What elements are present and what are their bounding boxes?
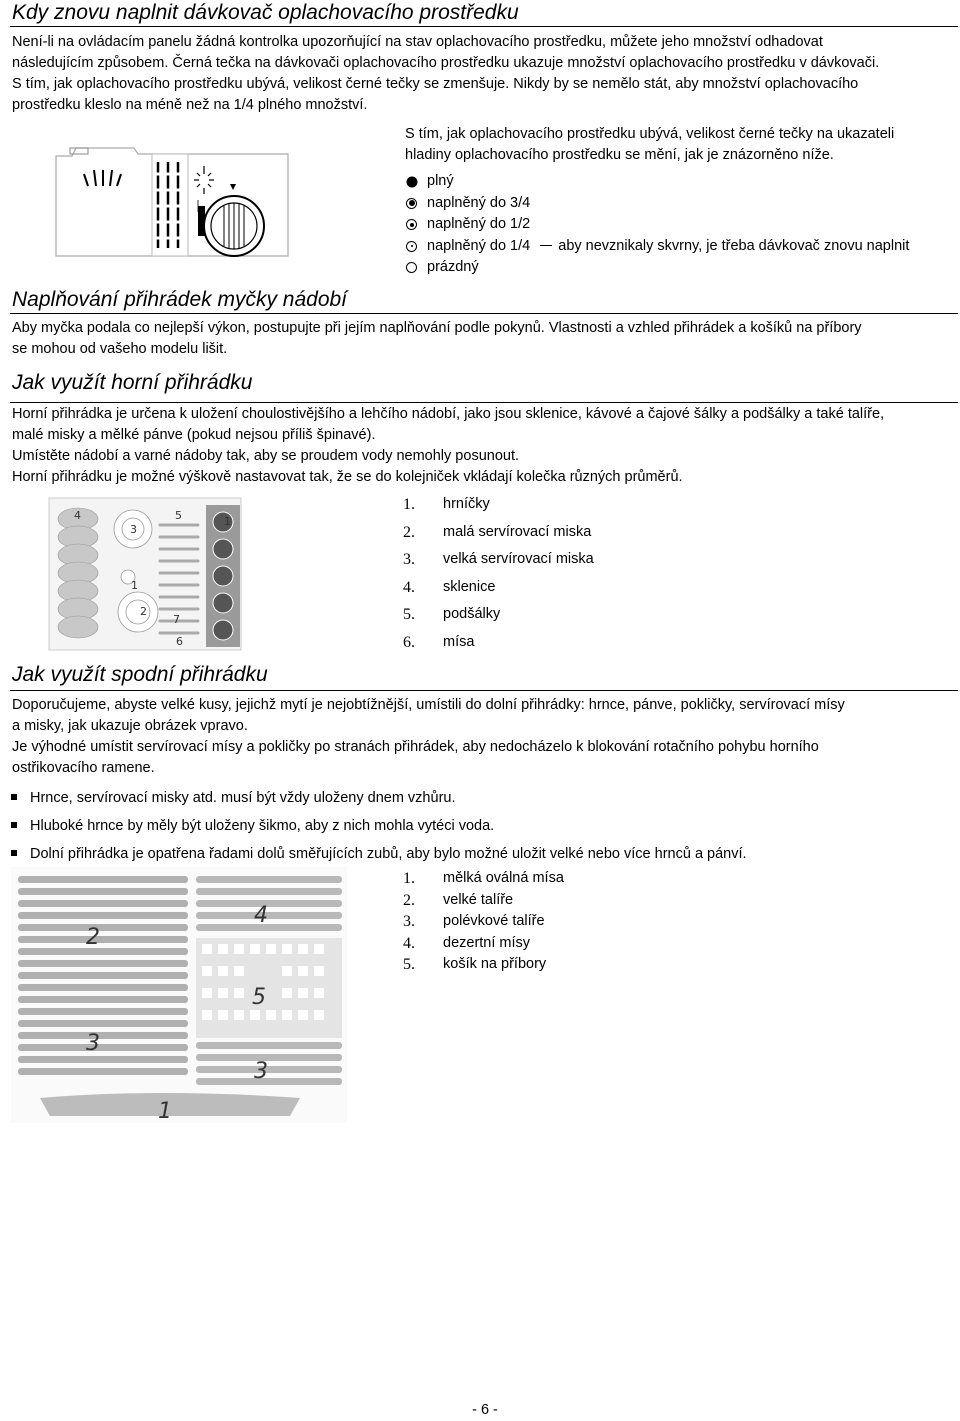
text-line: Není-li na ovládacím panelu žádná kontrolka upozorňující na stav oplachovacího prostředku, můžete jeho množství odhadovat [12, 34, 823, 50]
item-label: polévkové talíře [443, 913, 545, 929]
figure-label: 4 [74, 509, 81, 522]
title-rule [10, 313, 958, 314]
quarter-dot-icon [406, 241, 417, 252]
list-item [403, 868, 803, 890]
item-label: hrníčky [443, 496, 490, 512]
text-line: a misky, jak ukazuje obrázek vpravo. [12, 718, 248, 734]
text-line: Aby myčka podala co nejlepší výkon, postupujte při jejím naplňování podle pokynů. Vlastnosti a vzhled přihrádek a košíků na příbory [12, 320, 862, 336]
figure-label: 7 [173, 613, 180, 626]
rinse-aid-dispenser-illustration [48, 140, 296, 262]
item-label: sklenice [443, 578, 496, 595]
fill-level-item [405, 171, 955, 193]
figure-label: 3 [130, 523, 137, 536]
item-label: mísa [443, 633, 475, 650]
list-item [403, 601, 803, 629]
fill-level-label: naplněný do 1/4 [427, 237, 531, 254]
upper-rack-illustration [48, 497, 243, 652]
figure-label: 6 [176, 635, 183, 648]
list-item [403, 629, 803, 657]
figure-label: 3 [254, 1059, 268, 1084]
item-number: 3. [403, 551, 415, 568]
three-quarter-dot-icon [406, 198, 417, 209]
item-number: 1. [403, 870, 415, 887]
lower-rack-illustration [10, 866, 350, 1126]
fill-level-item [405, 214, 955, 236]
text-line: Doporučujeme, abyste velké kusy, jejichž mytí je nejobtížnější, umístili do dolní přihrádky: hrnce, pánve, pokličky, servírovací mísy [12, 697, 845, 713]
page-number: - 6 - [472, 1402, 498, 1418]
fill-level-item [405, 257, 955, 279]
title-rule [10, 26, 958, 27]
figure-label: 1 [158, 1099, 172, 1124]
fill-level-note: aby nevznikaly skvrny, je třeba dávkovač znovu naplnit [558, 237, 910, 254]
item-number: 5. [403, 606, 415, 623]
list-item [403, 546, 803, 574]
list-item [403, 574, 803, 602]
item-number: 3. [403, 913, 415, 930]
loading-paragraph [12, 318, 952, 360]
fill-level-label: plný [427, 173, 454, 189]
figure-label: 5 [252, 985, 266, 1010]
figure-label: 2 [140, 605, 147, 618]
lower-rack-paragraph [12, 695, 952, 779]
figure-label: 4 [254, 903, 268, 928]
full-dot-icon [406, 176, 417, 187]
item-number: 2. [403, 523, 415, 541]
figure-label: 2 [86, 925, 100, 950]
item-label: malá servírovací miska [443, 523, 592, 540]
figure-label: 1 [131, 579, 138, 592]
text-line: Horní přihrádku je možné výškově nastavovat tak, že se do kolejniček vkládají kolečka různých průměrů. [12, 469, 683, 485]
lower-rack-bullets [0, 784, 950, 868]
text-line: Je výhodné umístit servírovací mísy a pokličky po stranách přihrádek, aby nedocházelo k blokování rotačního pohybu horního [12, 739, 819, 755]
text-line: hladiny oplachovacího prostředku se mění, jak je znázorněno níže. [405, 147, 834, 163]
bullet-item: Hluboké hrnce by měly být uloženy šikmo, aby z nich mohla vytéci voda. [0, 812, 950, 840]
text-line: ostřikovacího ramene. [12, 760, 155, 776]
item-number: 4. [403, 578, 415, 596]
text-line: prostředku kleslo na méně než na 1/4 plného množství. [12, 97, 368, 113]
fill-level-label: prázdný [427, 259, 479, 275]
item-label: velká servírovací miska [443, 551, 594, 567]
fill-level-item [405, 193, 955, 215]
fill-level-label: naplněný do 1/2 [427, 216, 531, 232]
item-label: podšálky [443, 606, 501, 622]
text-line: S tím, jak oplachovacího prostředku ubývá, velikost černé tečky na ukazateli [405, 126, 895, 142]
section-title-loading: Naplňování přihrádek myčky nádobí [12, 288, 348, 311]
item-label: košík na příbory [443, 956, 547, 972]
section-title-refill: Kdy znovu naplnit dávkovač oplachovacího prostředku [12, 1, 519, 24]
upper-rack-items [403, 491, 803, 656]
text-line: Umístěte nádobí a varné nádoby tak, aby se proudem vody nemohly posunout. [12, 448, 520, 464]
dash [540, 245, 552, 246]
title-rule [10, 402, 958, 403]
half-dot-icon [406, 219, 417, 230]
text-line: se mohou od vašeho modelu lišit. [12, 341, 228, 357]
list-item [403, 954, 803, 976]
title-rule [10, 690, 958, 691]
item-number: 6. [403, 633, 415, 651]
item-number: 5. [403, 956, 415, 973]
item-number: 4. [403, 934, 415, 952]
section-title-lower-rack: Jak využít spodní přihrádku [12, 663, 268, 686]
bullet-item: Dolní přihrádka je opatřena řadami dolů směřujících zubů, aby bylo možné uložit velké nebo více hrnců a pánví. [0, 840, 950, 868]
item-label: velké talíře [443, 891, 514, 908]
fill-level-legend [405, 171, 955, 279]
section-title-upper-rack: Jak využít horní přihrádku [12, 371, 253, 394]
figure-label: 5 [175, 509, 182, 522]
fill-level-label: naplněný do 3/4 [427, 194, 531, 211]
item-number: 1. [403, 496, 415, 513]
text-line: Horní přihrádka je určena k uložení choulostivějšího a lehčího nádobí, jako jsou sklenice, kávové a čajové šálky a podšálky a také talíře, [12, 406, 885, 422]
item-label: mělká oválná mísa [443, 870, 564, 886]
lower-rack-items [403, 868, 803, 976]
text-line: malé misky a mělké pánve (pokud nejsou příliš špinavé). [12, 427, 376, 443]
refill-paragraph [12, 32, 952, 116]
empty-dot-icon [406, 262, 417, 273]
list-item [403, 911, 803, 933]
item-number: 2. [403, 891, 415, 909]
text-line: S tím, jak oplachovacího prostředku ubývá, velikost černé tečky se zmenšuje. Nikdy by se nemělo stát, aby množství oplachovacího [12, 76, 859, 92]
bullet-item: Hrnce, servírovací misky atd. musí být vždy uloženy dnem vzhůru. [0, 784, 950, 812]
list-item [403, 933, 803, 955]
figure-label: 3 [86, 1031, 100, 1056]
fill-level-item [405, 236, 955, 258]
figure-label: 1 [224, 515, 231, 528]
upper-rack-paragraph [12, 404, 952, 488]
text-line: následujícím způsobem. Černá tečka na dávkovači oplachovacího prostředku ukazuje množství oplachovacího prostředku v dávkovači. [12, 55, 880, 71]
indicator-intro [405, 124, 955, 166]
list-item [403, 491, 803, 519]
item-label: dezertní mísy [443, 934, 531, 951]
list-item [403, 890, 803, 912]
list-item [403, 519, 803, 547]
